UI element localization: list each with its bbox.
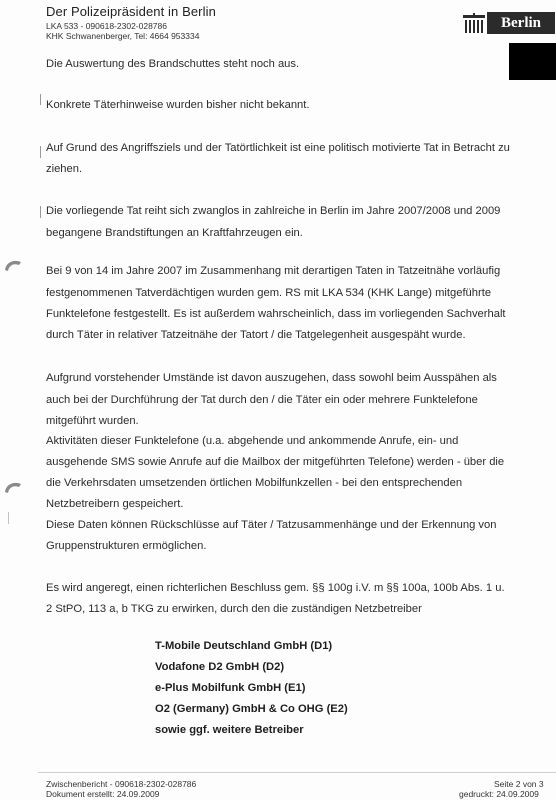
body-line: Netzbetreibern gespeichert. [46, 498, 184, 510]
body-line: Diese Daten können Rückschlüsse auf Täter / Tatzusammenhänge und der Erkennung von [46, 519, 497, 531]
footer-divider [38, 772, 556, 773]
body-line: 2 StPO, 113 a, b TKG zu erwirken, durch den die zuständigen Netzbetreiber [46, 603, 422, 615]
logo-wordmark: Berlin [487, 12, 555, 34]
provider-item: sowie ggf. weitere Betreiber [155, 724, 304, 736]
body-line: auch bei der Durchführung der Tat durch den / die Täter ein oder mehrere Funktelefone [46, 394, 478, 406]
body-line: Bei 9 von 14 im Jahre 2007 im Zusammenhang mit derartigen Taten in Tatzeitnähe vorläufig [46, 265, 501, 277]
page-number: Seite 2 von 3 [494, 779, 544, 789]
body-line: Gruppenstrukturen ermöglichen. [46, 540, 207, 552]
printed-date: gedruckt: 24.09.2009 [459, 789, 539, 799]
provider-item: O2 (Germany) GmbH & Co OHG (E2) [155, 703, 348, 715]
body-line: Es wird angeregt, einen richterlichen Beschluss gem. §§ 100g i.V. m §§ 100a, 100b Abs. 1 u. [46, 582, 505, 594]
organization-name: Der Polizeipräsident in Berlin [46, 4, 216, 19]
body-line: Konkrete Täterhinweise wurden bisher nicht bekannt. [46, 99, 310, 111]
body-line: festgenommenen Tatverdächtigen wurden gem. RS mit LKA 534 (KHK Lange) mitgeführte [46, 287, 492, 299]
punch-hole-icon [2, 478, 24, 500]
body-line: Die Auswertung des Brandschuttes steht noch aus. [46, 58, 300, 70]
contact-line: KHK Schwanenberger, Tel: 4664 953334 [46, 31, 200, 41]
file-reference: LKA 533 - 090618-2302-028786 [46, 21, 167, 31]
redaction-block [509, 43, 556, 80]
body-line: die Verkehrsdaten umsetzenden örtlichen Mobilfunkzellen - bei den entsprechenden [46, 477, 463, 489]
margin-mark [40, 94, 41, 105]
body-line: Aktivitäten dieser Funktelefone (u.a. abgehende und ankommende Anrufe, ein- und [46, 435, 459, 447]
provider-item: Vodafone D2 GmbH (D2) [155, 661, 285, 673]
body-line: mitgeführt wurden. [46, 415, 139, 427]
body-line: Die vorliegende Tat reiht sich zwanglos in zahlreiche in Berlin im Jahre 2007/2008 und 2009 [46, 205, 501, 217]
body-line: ausgehende SMS sowie Anrufe auf die Mailbox der mitgeführten Telefone) werden - über die [46, 456, 505, 468]
body-line: Auf Grund des Angriffsziels und der Tatörtlichkeit ist eine politisch motivierte Tat in Betracht zu [46, 142, 510, 154]
body-line: ziehen. [46, 163, 83, 175]
provider-item: T-Mobile Deutschland GmbH (D1) [155, 640, 333, 652]
body-line: begangene Brandstiftungen an Kraftfahrzeugen ein. [46, 227, 303, 239]
created-date: Dokument erstellt: 24.09.2009 [46, 789, 160, 799]
body-line: Funktelefone festgestellt. Es ist außerdem wahrscheinlich, dass im vorliegenden Sachverhalt [46, 308, 506, 320]
punch-hole-icon [2, 256, 24, 278]
body-line: durch Täter in relativer Tatzeitnähe der Tatort / die Tatgelegenheit ausgespäht wurde. [46, 329, 466, 341]
margin-mark [40, 146, 41, 158]
margin-mark [8, 512, 9, 524]
provider-item: e-Plus Mobilfunk GmbH (E1) [155, 682, 306, 694]
berlin-logo [461, 8, 555, 36]
margin-mark [40, 206, 41, 218]
report-reference: Zwischenbericht - 090618-2302-028786 [46, 779, 197, 789]
brandenburg-gate-icon [461, 13, 487, 35]
body-line: Aufgrund vorstehender Umstände ist davon auszugehen, dass sowohl beim Ausspähen als [46, 372, 497, 384]
